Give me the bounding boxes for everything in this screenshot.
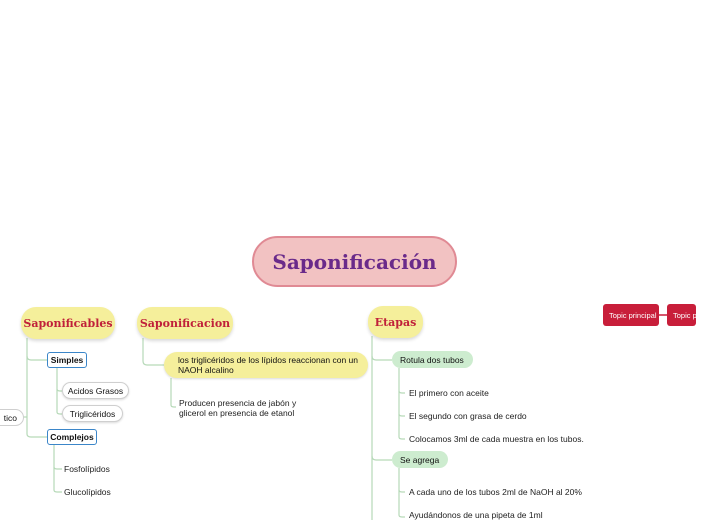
connector-note	[171, 378, 176, 407]
connector-definition	[143, 338, 164, 365]
topic-saponificacion[interactable]: Saponificacion	[137, 307, 233, 339]
step-colocamos[interactable]: Colocamos 3ml de cada muestra en los tubos.	[409, 434, 584, 444]
item-trigliceridos[interactable]: Triglicéridos	[62, 405, 123, 422]
step-naoh[interactable]: A cada uno de los tubos 2ml de NaOH al 20%	[409, 487, 582, 497]
connector-rotula-items	[399, 368, 405, 439]
floating-topic-clipped[interactable]: Topic pri	[667, 304, 696, 326]
floating-topic-principal[interactable]: Topic principal	[603, 304, 659, 326]
topic-saponificables[interactable]: Saponificables	[21, 307, 115, 339]
step-primero-aceite[interactable]: El primero con aceite	[409, 388, 489, 398]
connector-rotula	[372, 356, 392, 360]
connector-agrega	[372, 456, 392, 460]
topic-clipped-left[interactable]: tico	[0, 409, 24, 426]
item-glucolipidos[interactable]: Glucolípidos	[64, 487, 111, 497]
step-pipeta[interactable]: Ayudándonos de una pipeta de 1ml	[409, 510, 543, 520]
connector-fosfolipidos	[54, 467, 62, 469]
step-segundo-grasa[interactable]: El segundo con grasa de cerdo	[409, 411, 527, 421]
subtopic-rotula-dos-tubos[interactable]: Rotula dos tubos	[392, 351, 473, 368]
subtopic-se-agrega[interactable]: Se agrega	[392, 451, 448, 468]
item-acidos-grasos[interactable]: Acidos Grasos	[62, 382, 129, 399]
definition-node[interactable]: los triglicéridos de los lípidos reaccionan con un NAOH alcalino	[164, 352, 368, 378]
connector-simples	[27, 356, 47, 360]
subtopic-complejos[interactable]: Complejos	[47, 429, 97, 445]
topic-etapas[interactable]: Etapas	[368, 306, 423, 338]
connector-complejos	[27, 338, 47, 437]
item-fosfolipidos[interactable]: Fosfolípidos	[64, 464, 110, 474]
note-node[interactable]: Producen presencia de jabón y glicerol en presencia de etanol	[179, 398, 297, 418]
central-topic[interactable]: Saponificación	[252, 236, 457, 287]
subtopic-simples[interactable]: Simples	[47, 352, 87, 368]
